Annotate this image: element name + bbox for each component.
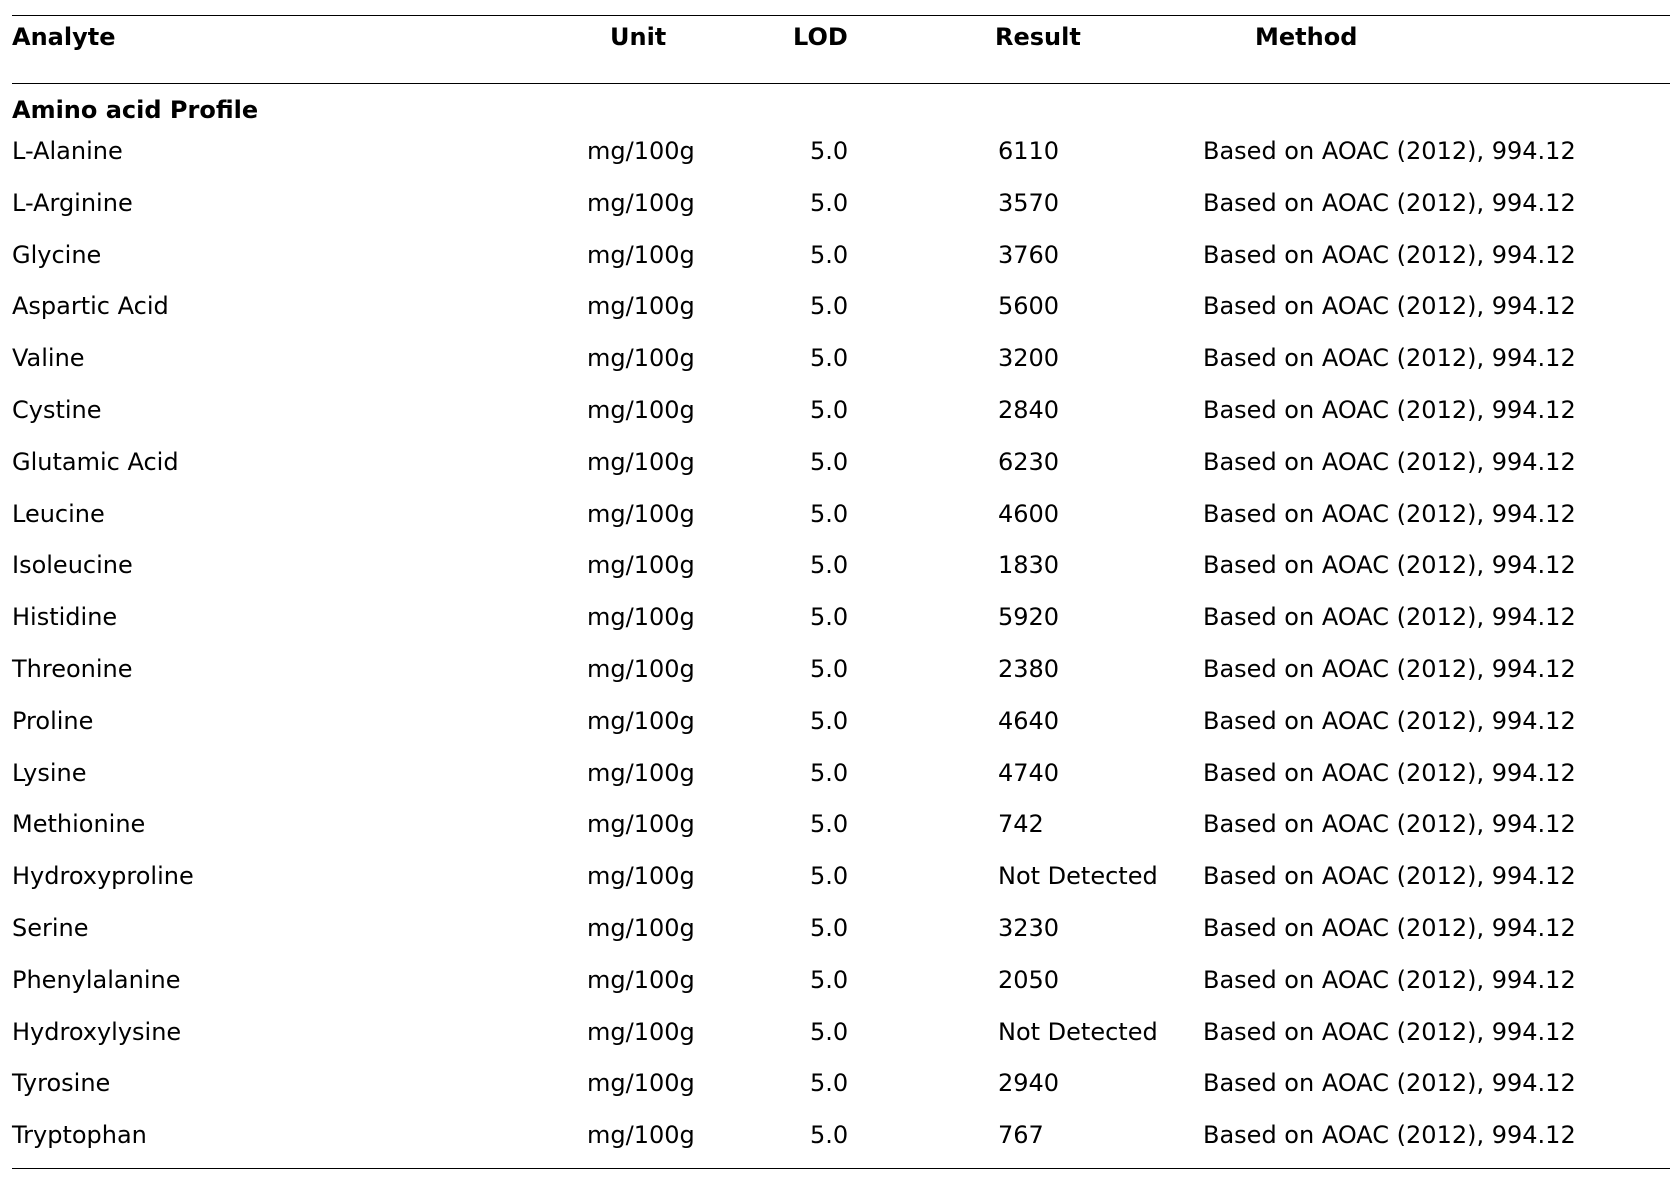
cell-analyte: Proline [12,706,94,735]
header-lod: LOD [793,23,848,51]
table-row [0,858,1676,910]
cell-unit: mg/100g [587,499,695,528]
cell-analyte: Methionine [12,810,146,839]
cell-analyte: Tyrosine [12,1069,111,1098]
cell-result: 4740 [998,758,1060,787]
header-analyte: Analyte [12,23,116,51]
table-row [0,340,1676,392]
table-row [0,547,1676,599]
cell-unit: mg/100g [587,188,695,217]
cell-unit: mg/100g [587,240,695,269]
cell-method: Based on AOAC (2012), 994.12 [1203,706,1576,735]
table-row [0,288,1676,340]
cell-result: 2050 [998,965,1060,994]
cell-lod: 5.0 [810,240,849,269]
cell-method: Based on AOAC (2012), 994.12 [1203,1121,1576,1150]
cell-analyte: Hydroxyproline [12,862,194,891]
table-row [0,133,1676,185]
cell-lod: 5.0 [810,1121,849,1150]
cell-analyte: Tryptophan [12,1121,147,1150]
table-row [0,755,1676,807]
cell-result: 3570 [998,188,1060,217]
table-row [0,1014,1676,1066]
cell-analyte: Valine [12,344,85,373]
cell-method: Based on AOAC (2012), 994.12 [1203,603,1576,632]
bottom-rule [12,1168,1670,1169]
cell-unit: mg/100g [587,1069,695,1098]
cell-method: Based on AOAC (2012), 994.12 [1203,862,1576,891]
cell-unit: mg/100g [587,551,695,580]
header-method: Method [1255,23,1358,51]
cell-analyte: Hydroxylysine [12,1017,182,1046]
cell-method: Based on AOAC (2012), 994.12 [1203,965,1576,994]
cell-method: Based on AOAC (2012), 994.12 [1203,913,1576,942]
cell-result: 3760 [998,240,1060,269]
cell-analyte: Histidine [12,603,118,632]
cell-method: Based on AOAC (2012), 994.12 [1203,447,1576,476]
cell-method: Based on AOAC (2012), 994.12 [1203,292,1576,321]
cell-lod: 5.0 [810,1017,849,1046]
cell-lod: 5.0 [810,1069,849,1098]
cell-result: 4640 [998,706,1060,735]
cell-method: Based on AOAC (2012), 994.12 [1203,499,1576,528]
cell-analyte: Lysine [12,758,87,787]
cell-lod: 5.0 [810,965,849,994]
cell-lod: 5.0 [810,603,849,632]
cell-lod: 5.0 [810,758,849,787]
cell-analyte: Aspartic Acid [12,292,169,321]
cell-analyte: Leucine [12,499,105,528]
cell-unit: mg/100g [587,447,695,476]
cell-unit: mg/100g [587,1017,695,1046]
cell-lod: 5.0 [810,706,849,735]
table-row [0,444,1676,496]
table-row [0,1065,1676,1117]
cell-result: 767 [998,1121,1044,1150]
cell-analyte: Cystine [12,395,102,424]
cell-unit: mg/100g [587,706,695,735]
cell-result: Not Detected [998,1017,1158,1046]
cell-method: Based on AOAC (2012), 994.12 [1203,395,1576,424]
table-row [0,237,1676,289]
header-unit: Unit [610,23,667,51]
table-row [0,910,1676,962]
cell-unit: mg/100g [587,654,695,683]
cell-method: Based on AOAC (2012), 994.12 [1203,137,1576,165]
cell-lod: 5.0 [810,344,849,373]
cell-lod: 5.0 [810,654,849,683]
cell-lod: 5.0 [810,913,849,942]
cell-analyte: L-Arginine [12,188,133,217]
cell-result: 4600 [998,499,1060,528]
table-row [0,962,1676,1014]
cell-method: Based on AOAC (2012), 994.12 [1203,810,1576,839]
cell-lod: 5.0 [810,551,849,580]
cell-unit: mg/100g [587,913,695,942]
cell-lod: 5.0 [810,499,849,528]
cell-unit: mg/100g [587,965,695,994]
cell-unit: mg/100g [587,137,695,165]
table-row [0,651,1676,703]
cell-result: 2840 [998,395,1060,424]
cell-analyte: L-Alanine [12,137,123,165]
cell-lod: 5.0 [810,810,849,839]
cell-method: Based on AOAC (2012), 994.12 [1203,1017,1576,1046]
section-title: Amino acid Profile [12,96,259,124]
table-row [0,392,1676,444]
header-result: Result [995,23,1081,51]
cell-method: Based on AOAC (2012), 994.12 [1203,188,1576,217]
cell-result: 6110 [998,137,1060,165]
header-rule [12,83,1670,84]
cell-result: 3200 [998,344,1060,373]
table-row [0,806,1676,858]
cell-result: 6230 [998,447,1060,476]
cell-method: Based on AOAC (2012), 994.12 [1203,344,1576,373]
cell-unit: mg/100g [587,1121,695,1150]
cell-lod: 5.0 [810,137,849,165]
cell-result: 5920 [998,603,1060,632]
cell-lod: 5.0 [810,395,849,424]
cell-analyte: Serine [12,913,89,942]
cell-unit: mg/100g [587,810,695,839]
table-body [0,133,1676,1169]
cell-analyte: Glutamic Acid [12,447,179,476]
cell-method: Based on AOAC (2012), 994.12 [1203,240,1576,269]
table-row [0,1117,1676,1169]
table-row [0,599,1676,651]
cell-lod: 5.0 [810,862,849,891]
cell-result: 1830 [998,551,1060,580]
cell-result: Not Detected [998,862,1158,891]
cell-result: 3230 [998,913,1060,942]
table-row [0,496,1676,548]
cell-unit: mg/100g [587,862,695,891]
cell-analyte: Glycine [12,240,102,269]
table-row [0,185,1676,237]
cell-method: Based on AOAC (2012), 994.12 [1203,758,1576,787]
top-rule [12,15,1670,16]
cell-method: Based on AOAC (2012), 994.12 [1203,654,1576,683]
cell-lod: 5.0 [810,292,849,321]
cell-result: 2940 [998,1069,1060,1098]
cell-result: 2380 [998,654,1060,683]
cell-analyte: Phenylalanine [12,965,181,994]
cell-result: 5600 [998,292,1060,321]
cell-result: 742 [998,810,1044,839]
cell-unit: mg/100g [587,603,695,632]
cell-analyte: Threonine [12,654,133,683]
cell-unit: mg/100g [587,344,695,373]
cell-lod: 5.0 [810,188,849,217]
cell-method: Based on AOAC (2012), 994.12 [1203,1069,1576,1098]
cell-unit: mg/100g [587,292,695,321]
cell-unit: mg/100g [587,758,695,787]
cell-unit: mg/100g [587,395,695,424]
cell-method: Based on AOAC (2012), 994.12 [1203,551,1576,580]
cell-lod: 5.0 [810,447,849,476]
cell-analyte: Isoleucine [12,551,133,580]
table-row [0,703,1676,755]
